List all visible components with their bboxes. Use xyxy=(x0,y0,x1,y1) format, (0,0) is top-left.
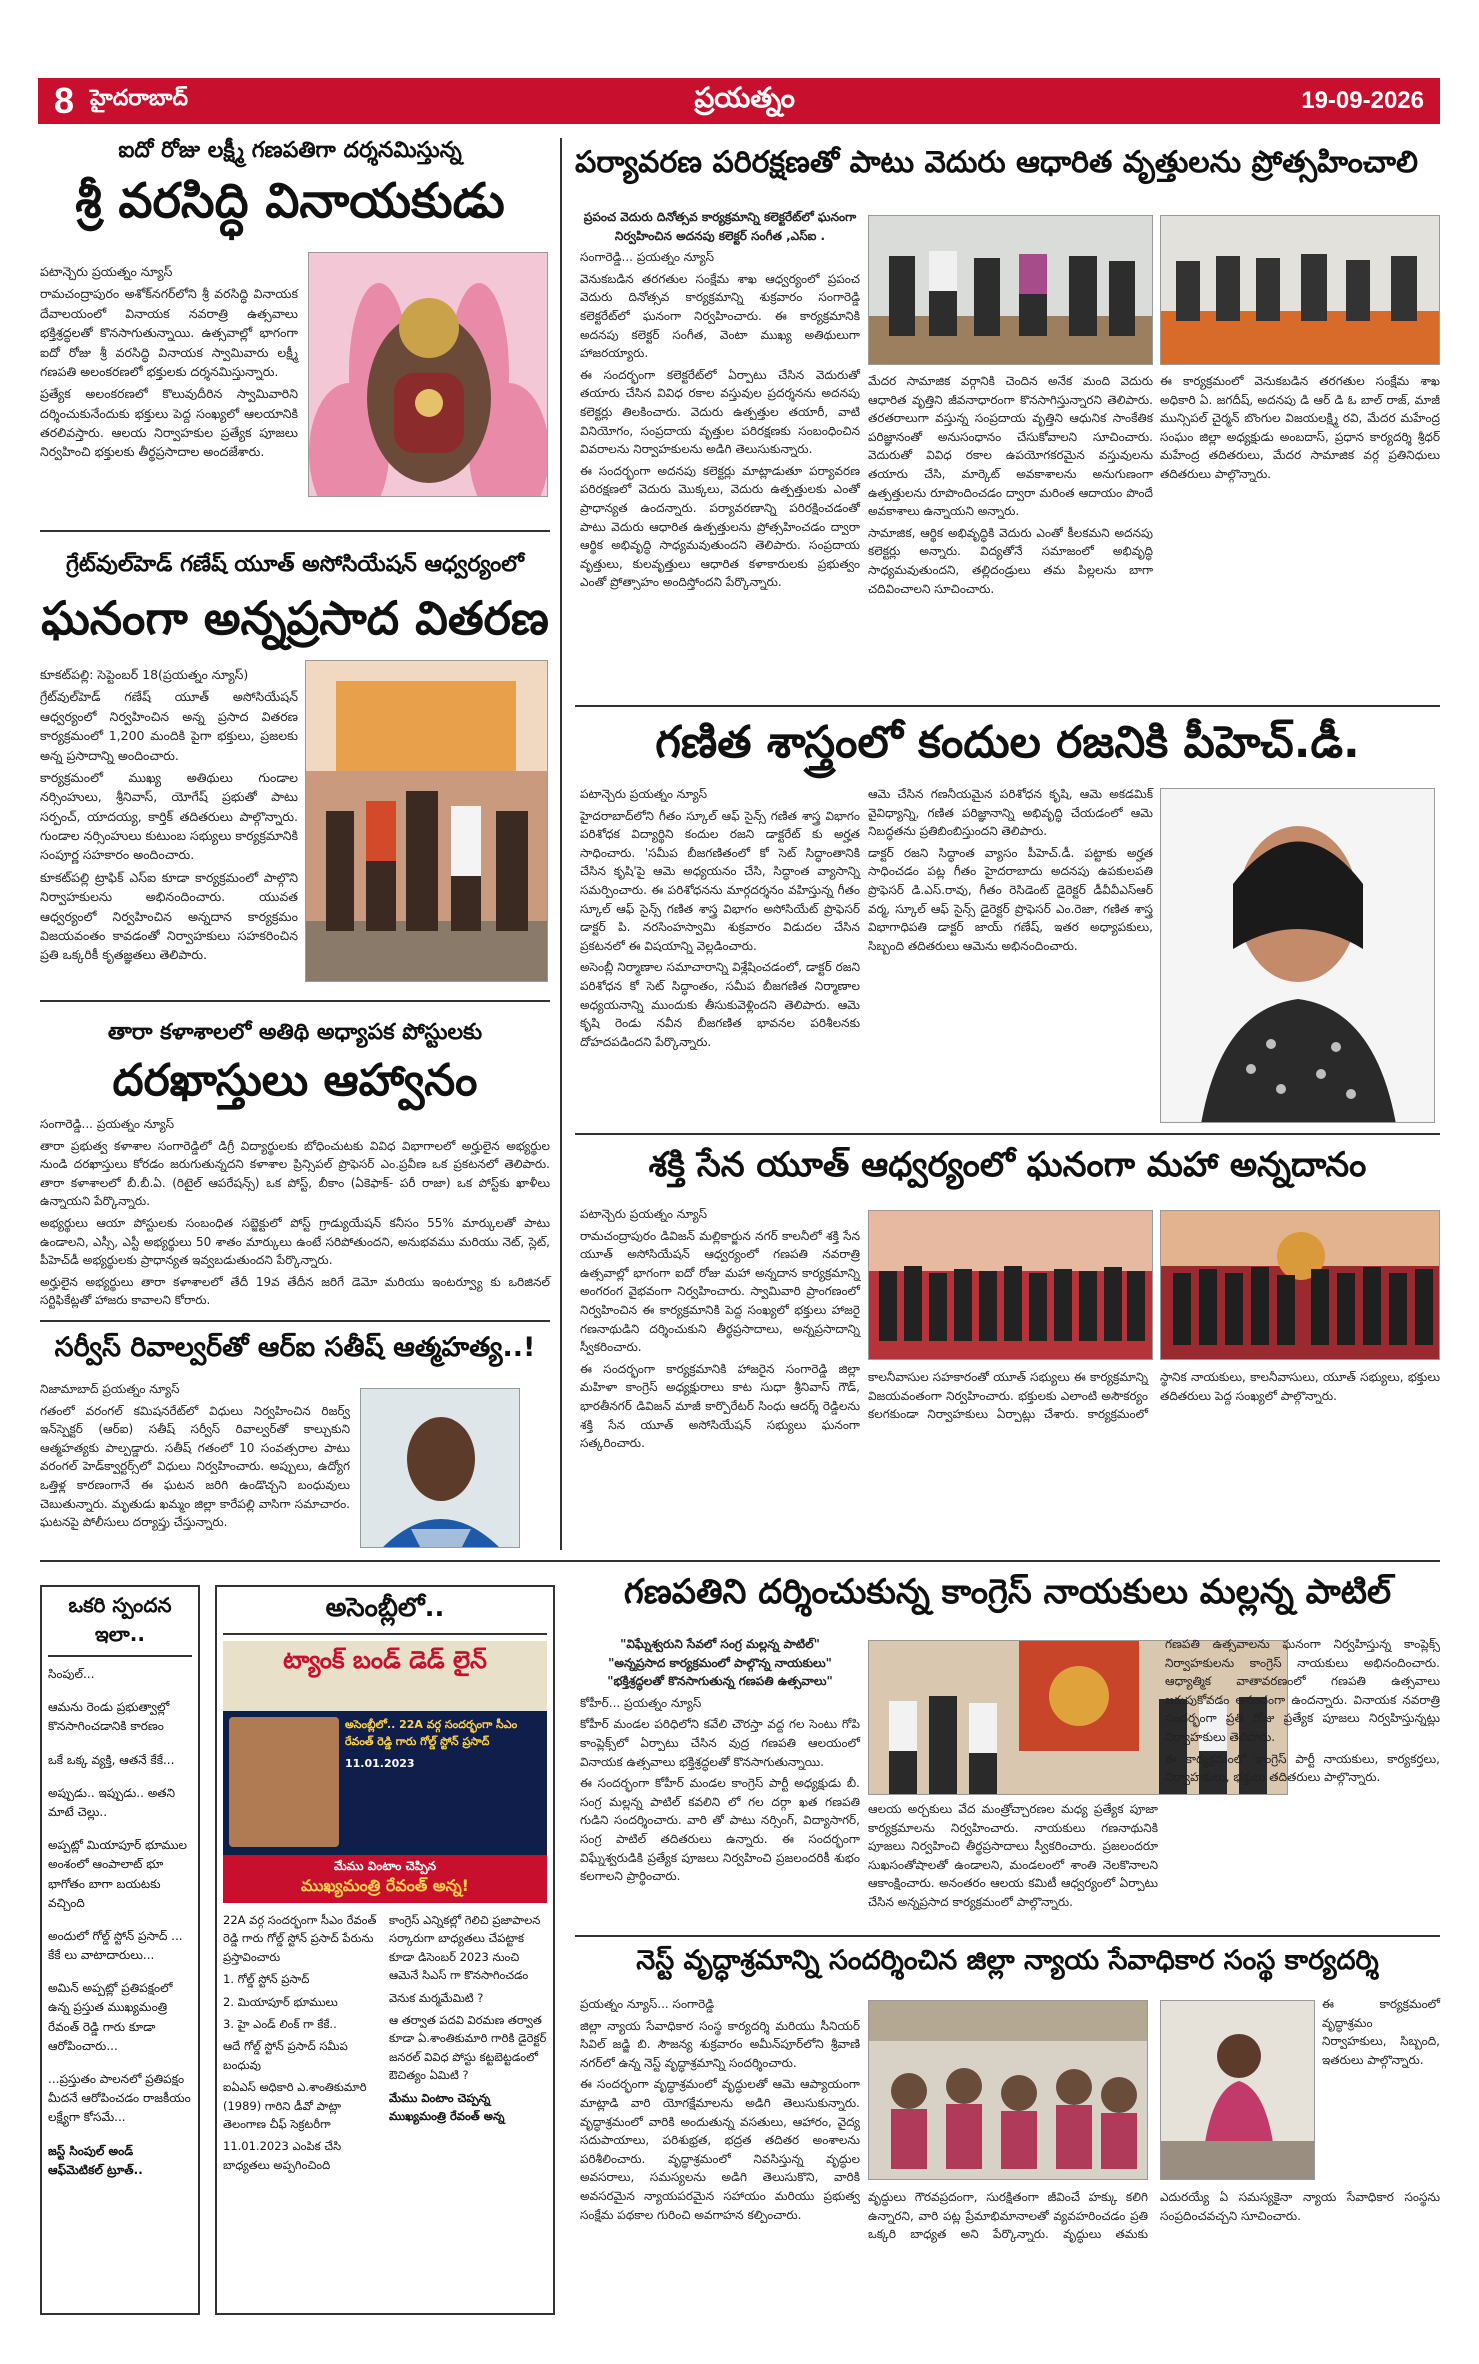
article-bamboo-col1 xyxy=(580,208,860,595)
assembly-line: 2. మియాపూర్ భూములు xyxy=(223,1994,338,2009)
lead: "అన్నప్రసాద కార్యక్రమంలో పాల్గొన్న నాయకులు" xyxy=(608,1655,832,1670)
annaprasadam-photo xyxy=(305,660,548,982)
dateline: సంగారెడ్డి... ప్రయత్నం న్యూస్ xyxy=(40,1117,175,1131)
kicker: ఐదో రోజు లక్ష్మీ గణపతిగా దర్శనమిస్తున్న xyxy=(118,138,462,163)
divider xyxy=(40,1320,550,1322)
dateline: పటాన్చెరు ప్రయత్నం న్యూస్ xyxy=(580,1207,708,1221)
article-bamboo-day xyxy=(575,145,1440,181)
paragraph: అర్హులైన అభ్యర్థులు తారా కళాశాలలో తేదీ 19వ తేదీన జరిగే డెమో మరియు ఇంటర్వ్యూ కు ఒరిజినల్ సర్టిఫికేట్లతో హాజరు కావాలని కోరారు. xyxy=(40,1274,550,1308)
paragraph: కూకట్‌పల్లి ట్రాఫిక్ ఎస్ఐ కూడా కార్యక్రమంలో పాల్గొని నిర్వాహకులను అభినందించారు. యువత ఆధ్వర్యంలో నిర్వహించిన అన్నదాన కార్యక్రమం విజయవంతం కావడంతో నిర్వాహకులు సహకరించిన ప్రతి ఒక్కరికీ కృతజ్ఞతలు తెలిపారు. xyxy=(40,869,298,963)
annadanam-photo-1 xyxy=(868,1210,1153,1360)
paragraph: ఈ సందర్భంగా కలెక్టరేట్‌లో ఏర్పాటు చేసిన వెదురుతో తయారు చేసిన వివిధ రకాల వస్తువుల ప్రదర్శనను అదనపు కలెక్టర్లు తిలకించారు. వెదురు ఉత్పత్తుల తయారీ, వాటి వినియోగం, సంప్రదాయ వృత్తుల పరిరక్షణకు సంబంధించిన వివరాలను నిర్వాహకులను అడిగి తెలుసుకున్నారు. xyxy=(580,367,860,457)
assembly-line: ఆ తర్వాత పదవి విరమణ తర్వాత కూడా ఏ.శాంతికుమారి గారికి డైరెక్టర్ జనరల్ వివిధ పోస్టు కట్టబెట్టడంలో ఔచిత్యం ఏమిటి ? xyxy=(389,2012,547,2083)
poster-title: ట్యాంక్ బండ్ డెడ్ లైన్ xyxy=(283,1646,487,1674)
headline: సర్వీస్ రివాల్వర్‌తో ఆర్ఐ సతీష్ ఆత్మహత్య..! xyxy=(54,1332,536,1363)
reaction-line: జస్ట్ సింపుల్ అండ్ ఆఫ్‌మెటికల్ ట్రూత్.. xyxy=(48,2143,143,2177)
divider xyxy=(575,705,1440,707)
paragraph: ఆమె చేసిన గణనీయమైన పరిశోధన కృషి, ఆమె అకడమిక్ వైవిధ్యాన్ని, గణిత పరిజ్ఞానాన్ని అభివృద్ధి చేయడంలో ఆమె నిబద్ధతను ప్రతిబింబిస్తుందని తెలిపారు. xyxy=(868,787,1153,839)
headline: దరఖాస్తులు ఆహ్వానం xyxy=(112,1055,478,1106)
paragraph: హైదరాబాద్‌లోని గీతం స్కూల్ ఆఫ్ సైన్స్ గణిత శాస్త్ర విభాగం పరిశోధక విద్యార్థిని కందుల రజని డాక్టరేట్ కు అర్హత సాధించారు. 'సమీప బీజగణితంలో కో సెట్ సిద్ధాంతానికి చేసిన కృషి'పై ఆమె అధ్యయనం చేసి, సిద్ధాంత వ్యాసాన్ని సమర్పించారు. ఈ పరిశోధనను మార్గదర్శనం వహిస్తున్న గీతం స్కూల్ ఆఫ్ సైన్స్ గణిత శాస్త్ర విభాగం అసోసియేట్ ప్రొఫెసర్ డాక్టర్ పి. నరసింహస్వామి శుక్రవారం విడుదల చేసిన ప్రకటనలో ఈ విషయాన్ని వెల్లడించారు. xyxy=(580,808,860,953)
article-nest-col2 xyxy=(868,2188,1440,2244)
paragraph: అసెంబ్లీ నిర్మాణాల సమాచారాన్ని విశ్లేషించడంలో, డాక్టర్ రజని పరిశోధన కో సెట్ సిద్ధాంతం, సమీప బీజగణిత నిర్మాణాల అధ్యయనాన్ని ముందుకు తీసుకువెళ్లిందని తెలిపారు. ఆమె కృషి రెండు నవీన బీజగణిత భావనల పరిశీలనకు దోహదపడిందని పేర్కొన్నారు. xyxy=(580,960,860,1049)
reaction-line: అమిన్ అప్పట్లో ప్రతిపక్షంలో ఉన్న ప్రస్తుత ముఖ్యమంత్రి రేవంత్ రెడ్డి గారు కూడా ఆరోపించారు... xyxy=(48,1981,173,2053)
article-annaprasadam-body xyxy=(40,665,298,968)
reaction-line: ఆమను రెండు ప్రభుత్వాల్లో కొనసాగించడానికి కారణం xyxy=(48,1700,170,1734)
reaction-line: ...ప్రస్తుతం పాలనలో ప్రతిపక్షం మీదనే ఆరోపించడం రాజకీయం లక్ష్యేగా కోసమే... xyxy=(48,2072,191,2125)
article-shakti-col2 xyxy=(868,1368,1440,1424)
poster-footer-2: ముఖ్యమంత్రి రేవంత్ అన్న! xyxy=(301,1876,469,1895)
ri-satish-photo xyxy=(360,1388,520,1548)
poster-subtitle: అసెంబ్లీలో.. 22A వర్గ సందర్భంగా సీఎం రేవంత్ రెడ్డి గారు గోల్డ్ స్టోన్ ప్రసాద్ xyxy=(345,1718,518,1748)
article-mallanna-col3 xyxy=(1165,1635,1440,1790)
kicker: గ్రేట్‌వుల్‌హెడ్ గణేష్ యూత్ అసోసియేషన్ ఆధ్వర్యంలో xyxy=(66,552,524,577)
headline: ఘనంగా అన్నప్రసాద వితరణ xyxy=(41,591,549,645)
assembly-col1 xyxy=(223,1911,381,2174)
paragraph: ఈ సందర్భంగా కోహీర్ మండల కాంగ్రెస్ పార్టీ అధ్యక్షుడు బీ. సంగ్ర మల్లన్న పాటిల్ కవలిని లో గల దర్గా ఖత గణపతి గుడిని సందర్శించారు. వారి తో పాటు నర్సింగ్, విద్యాసాగర్, సంగ్ర పాటిల్ తదితరులు ఉన్నారు. ఈ సందర్భంగా విఘ్నేశ్వరుడికి ప్రత్యేక పూజలు నిర్వహించి ప్రజలందరికీ శుభం కలగాలని ప్రార్థించారు. xyxy=(580,1776,860,1884)
lead: ప్రపంచ వెదురు దినోత్సవ కార్యక్రమాన్ని కలెక్టరేట్‌లో ఘనంగా నిర్వహించిన అదనపు కలెక్టర్ సంగీత ,ఎస్ఐ . xyxy=(583,210,857,243)
article-tara-college xyxy=(40,1020,550,1107)
article-ri-satish-body xyxy=(40,1380,350,1535)
lead: "భక్తిశ్రద్ధలతో కొనసాగుతున్న గణపతి ఉత్సవాలు" xyxy=(607,1674,833,1689)
assembly-line: వెనుక మర్మమేమిటి ? xyxy=(389,1990,484,2005)
dateline: కూకట్‌పల్లి: సెప్టెంబర్ 18(ప్రయత్నం న్యూస్) xyxy=(40,667,249,682)
paragraph: అభ్యర్థులు ఆయా పోస్టులకు సంబంధిత సబ్జెక్టులో పోస్ట్ గ్రాడ్యుయేషన్ కనీసం 55% మార్కులతో పాటు ఉండాలని, ఎస్సీ, ఎస్టీ అభ్యర్థులు 50 శాతం మార్కులు ఉంటే సరిపోతుందని, అనుభవము మరియు నెట్, స్లెట్, పీహెచ్‌డీ అభ్యర్థులకు ప్రాధాన్యత ఇవ్వబడుతుందని పేర్కొన్నారు. xyxy=(40,1215,550,1268)
assembly-line: 1. గోల్డ్ స్టోన్ ప్రసాద్ xyxy=(223,1972,310,1987)
divider xyxy=(575,1935,1440,1937)
masthead xyxy=(38,78,1440,124)
paragraph: ఈ కార్యక్రమంలో వృద్ధాశ్రమం నిర్వాహకులు, సిబ్బంది, ఇతరులు పాల్గొన్నారు. xyxy=(1322,1997,1440,2067)
oldage-home-photo-2 xyxy=(1160,2000,1315,2180)
reaction-line: సింపుల్... xyxy=(48,1667,95,1681)
paragraph: తారా ప్రభుత్వ కళాశాల సంగారెడ్డిలో డిగ్రీ విద్యార్థులకు బోధించుటకు వివిధ విభాగాలలో అర్హులైన అభ్యర్థుల నుండి దరఖాస్తులు కోరడం జరుగుతున్నదని కళాశాల ప్రిన్సిపల్ ప్రొఫెసర్ ఎం.ప్రవీణ ఒక ప్రకటనలో తెలిపారు. తారా కళాశాలలో బీ.బీ.ఏ. (రిటైల్ ఆపరేషన్స్) ఒక పోస్ట్, బీకాం (ఏకెఫాక్- పరీ రాజా) ఒక పోస్ట్‌కు ఖాళీలు ఉన్నాయని పేర్కొన్నారు. xyxy=(40,1138,550,1209)
article-phd xyxy=(575,718,1440,769)
paragraph: ఈ సందర్భంగా వృద్ధాశ్రమంలో వృద్ధులతో ఆమె ఆప్యాయంగా మాట్లాడి వారి యోగక్షేమాలను అడిగి తెలుసుకున్నారు. వృద్ధాశ్రమంలో వారికి అందుతున్న వసతులు, ఆహారం, వైద్య సదుపాయాలు, పరిశుభ్రత, భద్రత తదితర అంశాలను పరిశీలించారు. వృద్ధాశ్రమంలో నివసిస్తున్న వృద్ధుల అవసరాలు, సమస్యలను అడిగి తెలుసుకొని, వారికి అవసరమైన న్యాయపరమైన సహాయం మరియు ప్రభుత్వ సంక్షేమ పథకాల గురించి అవగాహన కల్పించారు. xyxy=(580,2077,860,2222)
article-tara-college-body xyxy=(40,1115,550,1313)
lead: "విఘ్నేశ్వరుని సేవలో సంగ్ర మల్లన్న పాటిల్" xyxy=(620,1637,820,1651)
bamboo-exhibit-photo-1 xyxy=(868,215,1153,365)
annadanam-photo-2 xyxy=(1160,1210,1440,1360)
paragraph: ఈ సందర్భంగా అదనపు కలెక్టర్లు మాట్లాడుతూ పర్యావరణ పరిరక్షణలో వెదురు మొక్కలు, వెదురు ఉత్పత్తులకు ఎంతో ప్రాధాన్యత ఉందన్నారు. పర్యావరణాన్ని పరిరక్షించడంతో పాటు వెదురు ఆధారిత ఉత్పత్తులను ప్రోత్సహించడం ద్వారా ఆర్థిక అభివృద్ధి సాధ్యమవుతుందని తెలిపారు. సంప్రదాయ వృత్తులు, కులవృత్తులు ఆధారిత కళాకారులకు ప్రభుత్వం ఎంతో ప్రోత్సాహం అందిస్తోందని పేర్కొన్నారు. xyxy=(580,463,860,590)
kicker: తారా కళాశాలలో అతిథి అధ్యాపక పోస్టులకు xyxy=(107,1020,483,1045)
article-nest-oldage-home xyxy=(575,1945,1440,1977)
divider xyxy=(575,1133,1440,1135)
paragraph: ప్రత్యేక అలంకరణలో కొలువుదీరిన స్వామివారిని దర్శించుకునేందుకు భక్తులు పెద్ద సంఖ్యలో ఆలయానికి తరలివస్తారు. ఆలయ నిర్వాహకుల ప్రత్యేక పూజలు నిర్వహించి భక్తులకు తీర్థప్రసాదాల అందజేశారు. xyxy=(40,386,298,460)
dateline: సంగారెడ్డి... ప్రయత్నం న్యూస్ xyxy=(580,250,715,265)
article-varasiddhi xyxy=(40,138,540,229)
reaction-box xyxy=(40,1585,200,2315)
assembly-line: ఆదే గోల్డ్ స్టోన్ ప్రసాద్ సమీప బంధువు xyxy=(223,2039,348,2072)
reaction-lines xyxy=(48,1665,192,2180)
rajani-portrait-photo xyxy=(1160,788,1435,1123)
article-phd-col1 xyxy=(580,785,860,1054)
article-phd-col2 xyxy=(868,785,1153,958)
dateline: ప్రయత్నం న్యూస్... సంగారెడ్డి xyxy=(580,1997,715,2011)
oldage-home-photo-1 xyxy=(868,2000,1148,2180)
dateline: పటాన్చెరు ప్రయత్నం న్యూస్ xyxy=(580,787,708,801)
newspaper-name: ప్రయత్నం xyxy=(694,81,795,114)
assembly-title: అసెంబ్లీలో.. xyxy=(223,1593,547,1635)
article-bamboo-col2 xyxy=(868,372,1153,601)
paragraph: సామాజిక, ఆర్థిక అభివృద్ధికి వెదురు ఎంతో కీలకమని అదనపు కలెక్టర్లు అన్నారు. విద్యతోనే సమాజంలో అభివృద్ధి సాధ్యమవుతుందని, తల్లిదండ్రులు తమ పిల్లలను బాగా చదివించాలని సూచించారు. xyxy=(868,525,1153,596)
poster-cm-image xyxy=(229,1717,339,1847)
reaction-line: ఒకే ఒక్క వ్యక్తి, ఆతనే కేకే... xyxy=(48,1752,175,1767)
article-nest-col1 xyxy=(580,1995,860,2227)
paragraph: కార్యక్రమంలో ముఖ్య అతిథులు గుండాల నర్సింహులు, శ్రీనివాస్, యోగేష్ ప్రభుతో పాటు సర్పంచ్, యాదయ్య, కార్తిక్ తదితరులు పాల్గొన్నారు. గుండాల నర్సింహులు కుటుంబ సభ్యులు కార్యక్రమానికి సంపూర్ణ సహకారం అందించారు. xyxy=(40,769,298,863)
paragraph: ఈ కార్యక్రమంలో వెనుకబడిన తరగతుల సంక్షేమ శాఖ అధికారి ఏ. జగదీష్, అదనపు డి ఆర్ డి ఓ బాల్ రాజ్, మాజీ మున్సిపల్ చైర్మన్ బొంగుల విజయలక్ష్మి రవి, మేదర మహేంద్ర సంఘం జిల్లా అధ్యక్షుడు అంబదాస్, ప్రధాన కార్యదర్శి శ్రీధర్ మహేంద్ర తదితరులు, మేదర సామాజిక వర్గ ప్రతినిధులు తదితరులు పాల్గొన్నారు. xyxy=(1160,374,1440,481)
headline: గణిత శాస్త్రంలో కందుల రజనికి పీహెచ్.డీ. xyxy=(655,717,1360,768)
issue-date: 19-09-2026 xyxy=(1301,87,1424,114)
article-shakti-col1 xyxy=(580,1205,860,1456)
divider xyxy=(40,1560,1440,1562)
dateline: పటాన్చెరు ప్రయత్నం న్యూస్ xyxy=(40,264,173,279)
poster-date: 11.01.2023 xyxy=(345,1757,415,1770)
assembly-line: కాంగ్రెస్ ఎన్నికల్లో గెలిచి ప్రజాపాలన సర్కారుగా బాధ్యతలు చేపట్టాక కూడా డిసెంబర్ 2023 నుంచి ఆమెనే సిఎస్ గా కొనసాగించడం xyxy=(389,1913,541,1983)
paragraph: వృద్ధులు గౌరవప్రదంగా, సురక్షితంగా జీవించే హక్కు కలిగి ఉన్నారని, వారి పట్ల ప్రేమాభిమానాలతో వ్యవహరించడం ప్రతి ఒక్కరి బాధ్యత అని పేర్కొన్నారు. వృద్ధులు తమకు ఎదురయ్యే ఏ సమస్యకైనా న్యాయ సేవాధికార సంస్థను సంప్రదించవచ్చని సూచించారు. xyxy=(868,2190,1440,2242)
article-varasiddhi-body xyxy=(40,262,298,465)
dateline: కోహీర్... ప్రయత్నం న్యూస్ xyxy=(580,1695,702,1710)
paragraph: వెనుకబడిన తరగతుల సంక్షేమ శాఖ ఆధ్వర్యంలో ప్రపంచ వెదురు దినోత్సవ కార్యక్రమాన్ని శుక్రవారం సంగారెడ్డి కలెక్టరేట్‌లో ఘనంగా నిర్వహించారు. ఈ కార్యక్రమానికి అదనపు కలెక్టర్ సంగీత, వెంటా ముఖ్య అతిథులుగా హాజరయ్యారు. xyxy=(580,271,860,361)
assembly-line: 3. హై ఎండ్ లింక్ గా కేకే.. xyxy=(223,2016,337,2031)
paragraph: గ్రేట్‌వుల్‌హెడ్ గణేష్ యూత్ అసోసియేషన్ ఆధ్వర్యంలో నిర్వహించిన అన్న ప్రసాద వితరణ కార్యక్రమంలో 1,200 మందికి పైగా భక్తులు, ప్రజలకు అన్న ప్రసాదాన్ని అందించారు. xyxy=(40,689,298,763)
assembly-line: ఐఏఎస్ అధికారి ఎ.శాంతికుమారి (1989) గారిని డీవో పాట్లా తెలంగాణ చీఫ్ సెక్రటరీగా xyxy=(223,2080,367,2131)
divider xyxy=(40,1000,550,1002)
article-shakti-sena xyxy=(575,1145,1440,1186)
headline: శక్తి సేన యూత్ ఆధ్వర్యంలో ఘనంగా మహా అన్నదానం xyxy=(648,1145,1367,1185)
headline: నెస్ట్ వృద్ధాశ్రమాన్ని సందర్శించిన జిల్లా న్యాయ సేవాధికార సంస్థ కార్యదర్శి xyxy=(636,1945,1379,1976)
column-divider xyxy=(560,138,562,1550)
assembly-poster xyxy=(223,1641,547,1903)
paragraph: గణపతి ఉత్సవాలను ఘనంగా నిర్వహిస్తున్న కాంప్లెక్స్ నిర్వాహకులను కాంగ్రెస్ నాయకులు అభినందించారు. ఆధ్యాత్మిక వాతావరణంలో గణపతి ఉత్సవాలు జరుపుకోవడం ఆనందంగా ఉందన్నారు. వినాయక నవరాత్రి సందర్భంగా ప్రతి రోజు ప్రత్యేక పూజలు నిర్వహిస్తున్నట్లు నిర్వాహకులు తెలిపారు. xyxy=(1165,1637,1440,1744)
paragraph: ఈ కార్యక్రమంలో కాంగ్రెస్ పార్టీ నాయకులు, కార్యకర్తలు, నిర్వాహకులు, భక్తులు తదితరులు పాల్గొన్నారు. xyxy=(1165,1751,1440,1785)
article-bamboo-col3 xyxy=(1160,372,1440,487)
ganesha-lotus-photo xyxy=(308,252,548,497)
article-annaprasadam xyxy=(40,552,550,645)
paragraph: రామచంద్రాపురం డివిజన్ మల్లికార్జున నగర్ కాలనీలో శక్తి సేన యూత్ అసోసియేషన్ ఆధ్వర్యంలో గణపతి నవరాత్రి ఉత్సవాల్లో భాగంగా ఐదో రోజు మహా అన్నదాన కార్యక్రమాన్ని అంగరంగ వైభవంగా నిర్వహించారు. స్వామివారి ప్రాంగణంలో నిర్వహించిన ఈ కార్యక్రమానికి పెద్ద సంఖ్యలో భక్తులు హాజరై గణనాథుడిని దర్శించుకుని తీర్థప్రసాదాలు, అన్నప్రసాదాన్ని స్వీకరించారు. xyxy=(580,1228,860,1355)
edition-city: హైదరాబాద్ xyxy=(90,86,189,111)
article-nest-col3 xyxy=(1322,1995,1440,2072)
paragraph: డాక్టర్ రజని సిద్ధాంత వ్యాసం పీహెచ్.డీ. పట్టాకు అర్హత సాధించడం పట్ల గీతం హైదరాబాదు అదనపు ఉపకులపతి ప్రొఫెసర్ డి.ఎస్.రావు, గీతం రెసిడెంట్ డైరెక్టర్ డీవీవీఎస్ఆర్ వర్మ, స్కూల్ ఆఫ్ సైన్స్ డైరెక్టర్ ప్రొఫెసర్ ఎం.రెజా, గణిత శాస్త్ర విభాగాధిపతి డాక్టర్ జాయ్ గణేష్, ఇతర అధ్యాపకులు, సిబ్బంది తదితరులు ఆమెను అభినందించారు. xyxy=(868,845,1153,953)
reaction-title: ఒకరి స్పందన ఇలా.. xyxy=(48,1593,192,1657)
paragraph: రామచంద్రాపురం అశోక్‌నగర్‌లోని శ్రీ వరసిద్ధి వినాయక దేవాలయంలో వినాయక నవరాత్రి ఉత్సవాలు భక్తిశ్రద్ధలతో కొనసాగుతున్నాయి. ఉత్సవాల్లో భాగంగా ఐదో రోజు శ్రీ వరసిద్ధి వినాయక స్వామివారు లక్ష్మీ గణపతి అలంకరణలో భక్తులకు దర్శనమిస్తున్నారు. xyxy=(40,286,298,379)
paragraph: కాలనీవాసుల సహకారంతో యూత్ సభ్యులు ఈ కార్యక్రమాన్ని విజయవంతంగా నిర్వహించారు. భక్తులకు ఎలాంటి అసౌకర్యం కలగకుండా నిర్వాహకులు ఏర్పాట్లు చేశారు. కార్యక్రమంలో స్థానిక నాయకులు, కాలనీవాసులు, యూత్ సభ్యులు, భక్తులు తదితరులు పెద్ద సంఖ్యలో పాల్గొన్నారు. xyxy=(868,1370,1440,1422)
assembly-line: 22A వర్గ సందర్భంగా సీఎం రేవంత్ రెడ్డి గారు గోల్డ్ స్టోన్ ప్రసాద్ పేరును ప్రస్తావించారు xyxy=(223,1913,377,1964)
assembly-col2 xyxy=(389,1911,547,2174)
article-mallanna-patil xyxy=(575,1572,1440,1613)
headline: శ్రీ వరసిద్ధి వినాయకుడు xyxy=(75,173,505,229)
article-mallanna-col1 xyxy=(580,1635,860,1889)
dateline: నిజామాబాద్ ప్రయత్నం న్యూస్ xyxy=(40,1382,180,1396)
reaction-line: అందులో గోల్డ్ స్టోన్ ప్రసాద్ ... కేకే లు వాటాదారులు... xyxy=(48,1928,183,1963)
headline: పర్యావరణ పరిరక్షణతో పాటు వెదురు ఆధారిత వృత్తులను ప్రోత్సహించాలి xyxy=(575,145,1418,180)
article-mallanna-col2 xyxy=(868,1800,1158,1915)
paragraph: ఆలయ అర్చకులు వేద మంత్రోచ్చారణల మధ్య ప్రత్యేక పూజా కార్యక్రమాలను నిర్వహించారు. నాయకులు గణనాథునికి పూజలు నిర్వహించి తీర్థప్రసాదాలు స్వీకరించారు. ప్రజలందరూ సుఖసంతోషాలతో ఉండాలని, మండలంలో శాంతి నెలకొనాలని ఆకాంక్షించారు. అనంతరం ఆలయ కమిటీ ఆధ్వర్యంలో ఏర్పాటు చేసిన అన్నప్రసాద కార్యక్రమంలో పాల్గొన్నారు. xyxy=(868,1802,1158,1909)
divider xyxy=(40,530,550,532)
assembly-box xyxy=(215,1585,555,2315)
reaction-line: అప్పుడు.. ఇప్పుడు.. అతని మాటే చెల్లు.. xyxy=(48,1785,176,1819)
assembly-line: మేము వింటాం చెప్పన్న ముఖ్యమంత్రి రేవంత్ అన్న xyxy=(389,2090,505,2123)
page-number: 8 xyxy=(54,80,75,121)
paragraph: కోహీర్ మండల పరిధిలోని కవేలి చౌరస్తా వద్ద గల సెంటు గోపి కాంప్లెక్స్‌లో ఏర్పాటు చేసిన వుద్ర గణపతి ఆలయంలో వినాయక ఉత్సవాలు భక్తిశ్రద్ధలతో కొనసాగుతున్నాయి. xyxy=(580,1717,860,1769)
paragraph: ఈ సందర్భంగా కార్యక్రమానికి హాజరైన సంగారెడ్డి జిల్లా మహిళా కాంగ్రెస్ అధ్యక్షురాలు కాట సుధా శ్రీనివాస్ గౌడ్, భారతీనగర్ డివిజన్ మాజీ కార్పొరేటర్ సింధు ఆదర్శ్ రెడ్డిలను శక్తి సేన యూత్ అసోసియేషన్ సభ్యులు ఘనంగా సత్కరించారు. xyxy=(580,1361,860,1451)
poster-footer-1: మేము వింటాం చెప్పిన xyxy=(333,1859,436,1873)
paragraph: మేదర సామాజిక వర్గానికి చెందిన అనేక మంది వెదురు ఆధారిత వృత్తిని జీవనాధారంగా కొనసాగిస్తున్నారని తెలిపారు. తరతరాలుగా వస్తున్న సంప్రదాయ వృత్తిని ఆధునిక సాంకేతిక పరిజ్ఞానంతో అనుసంధానం చేసుకోవాలని సూచించారు. వెదురుతో వివిధ రకాల ఉపయోగకరమైన వస్తువులను తయారు చేసి, మార్కెట్ అవకాశాలను అనుగుణంగా ఉత్పత్తులను రూపొందించడం ద్వారా మరింత ఆదాయం పొందే అవకాశాలు ఉన్నాయని అన్నారు. xyxy=(868,374,1153,519)
headline: గణపతిని దర్శించుకున్న కాంగ్రెస్ నాయకులు మల్లన్న పాటిల్ xyxy=(623,1572,1392,1612)
paragraph: జిల్లా న్యాయ సేవాధికార సంస్థ కార్యదర్శి మరియు సీనియర్ సివిల్ జడ్జి బి. సౌజన్య శుక్రవారం అమీన్‌పూర్‌లోని శ్రీవాణి నగర్‌లో ఉన్న నెస్ట్ వృద్ధాశ్రమాన్ని సందర్శించారు. xyxy=(580,2018,860,2070)
bamboo-exhibit-photo-2 xyxy=(1160,215,1440,365)
paragraph: గతంలో వరంగల్ కమిషనరేట్‌లో విధులు నిర్వహించిన రిజర్వ్ ఇన్‌స్పెక్టర్ (ఆర్ఐ) సతీష్ సర్వీస్ రివాల్వర్‌తో కాల్చుకుని ఆత్మహత్యకు పాల్పడ్డారు. సతీష్ గతంలో 10 సంవత్సరాల పాటు వరంగల్ హెడ్‌క్వార్టర్స్‌లో విధులు నిర్వహించారు. అప్పులు, ఉద్యోగ ఒత్తిళ్ల కారణంగానే ఈ ఘటన జరిగి ఉండొచ్చని బంధువులు చెబుతున్నారు. మృతుడు ఖమ్మం జిల్లా కారేపల్లి వాసిగా సమాచారం. ఘటనపై పోలీసులు దర్యాప్తు చేస్తున్నారు. xyxy=(40,1403,350,1530)
reaction-line: అప్పట్లో మియాపూర్ భూముల అంశంలో ఆంపాలాట్ భూ భాగోతం బాగా బయటకు వచ్చింది xyxy=(48,1838,187,1910)
article-ri-satish xyxy=(40,1332,550,1364)
assembly-line: 11.01.2023 ఎంపిక చేసి బాధ్యతలు అప్పగించింది xyxy=(223,2139,342,2172)
